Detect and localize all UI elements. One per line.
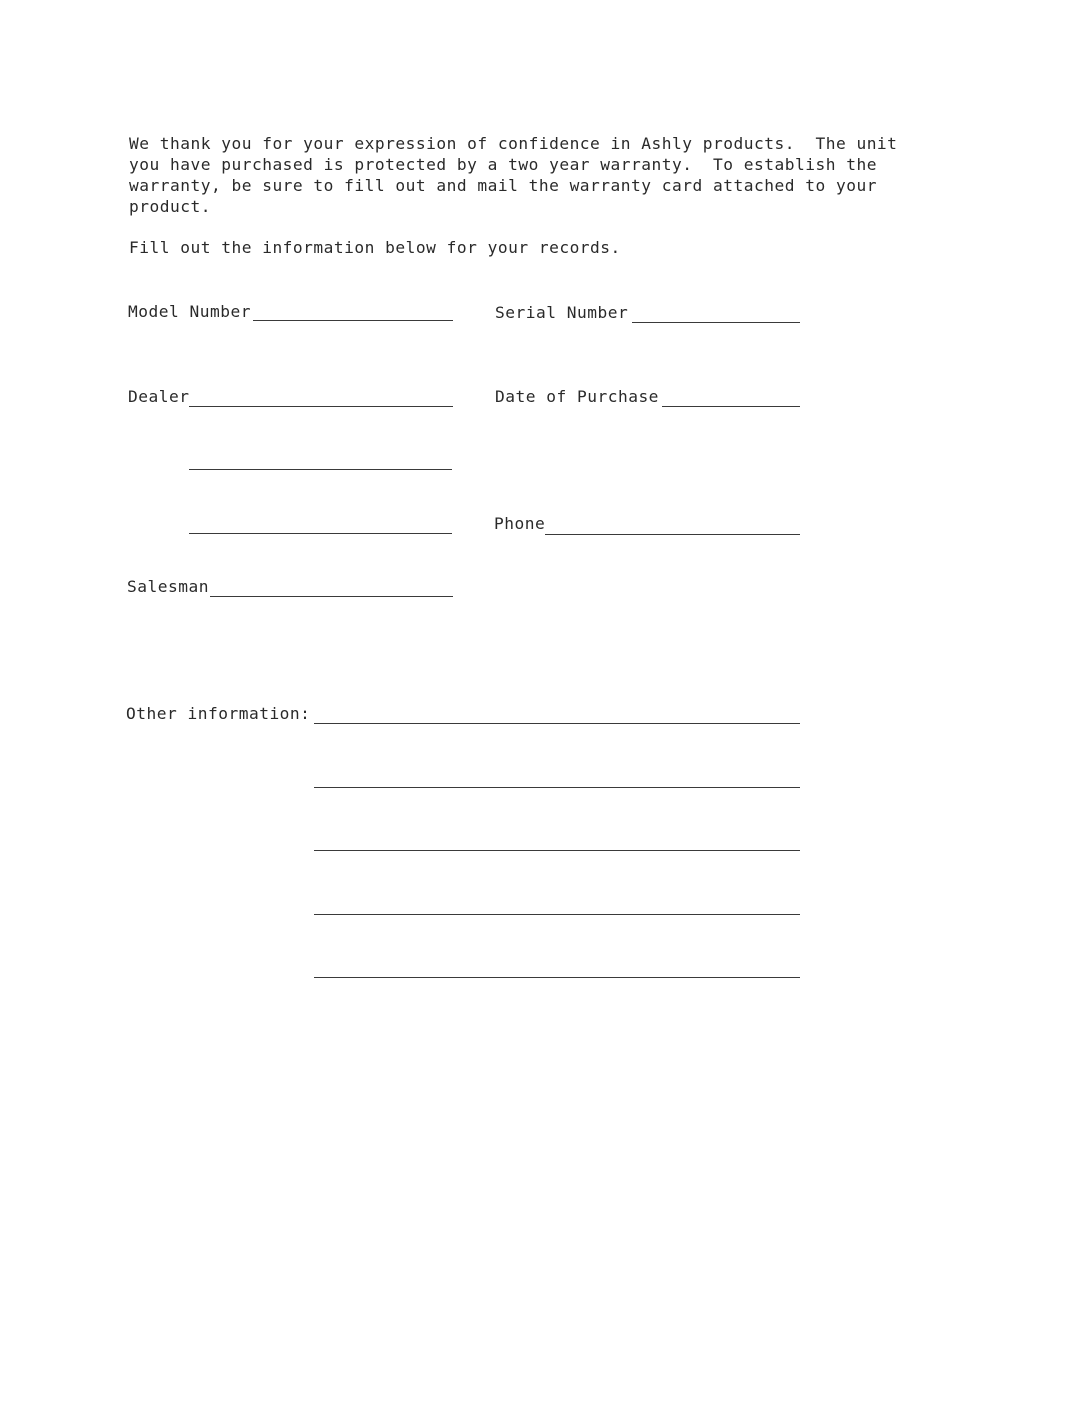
intro-line: you have purchased is protected by a two year warranty. To establish the — [129, 155, 877, 174]
dealer-address-field-1[interactable] — [189, 469, 452, 470]
serial-number-field[interactable] — [632, 322, 800, 323]
salesman-field[interactable] — [210, 596, 453, 597]
date-of-purchase-field[interactable] — [662, 406, 800, 407]
serial-number-label: Serial Number — [495, 303, 629, 322]
intro-paragraph — [129, 133, 959, 217]
dealer-address-field-2[interactable] — [189, 533, 452, 534]
dealer-label: Dealer — [128, 387, 190, 406]
intro-line: product. — [129, 197, 211, 216]
intro-line: We thank you for your expression of confidence in Ashly products. The unit — [129, 134, 898, 153]
other-information-field-5[interactable] — [314, 977, 800, 978]
other-information-field-3[interactable] — [314, 850, 800, 851]
date-of-purchase-label: Date of Purchase — [495, 387, 659, 406]
model-number-field[interactable] — [253, 320, 453, 321]
other-information-label: Other information: — [126, 704, 311, 723]
phone-label: Phone — [494, 514, 546, 533]
other-information-field-2[interactable] — [314, 787, 800, 788]
other-information-field-4[interactable] — [314, 914, 800, 915]
salesman-label: Salesman — [127, 577, 209, 596]
model-number-label: Model Number — [128, 302, 251, 321]
other-information-field-1[interactable] — [314, 723, 800, 724]
intro-line: warranty, be sure to fill out and mail the warranty card attached to your — [129, 176, 877, 195]
records-instruction: Fill out the information below for your records. — [129, 238, 621, 257]
dealer-field[interactable] — [189, 406, 453, 407]
phone-field[interactable] — [545, 534, 800, 535]
